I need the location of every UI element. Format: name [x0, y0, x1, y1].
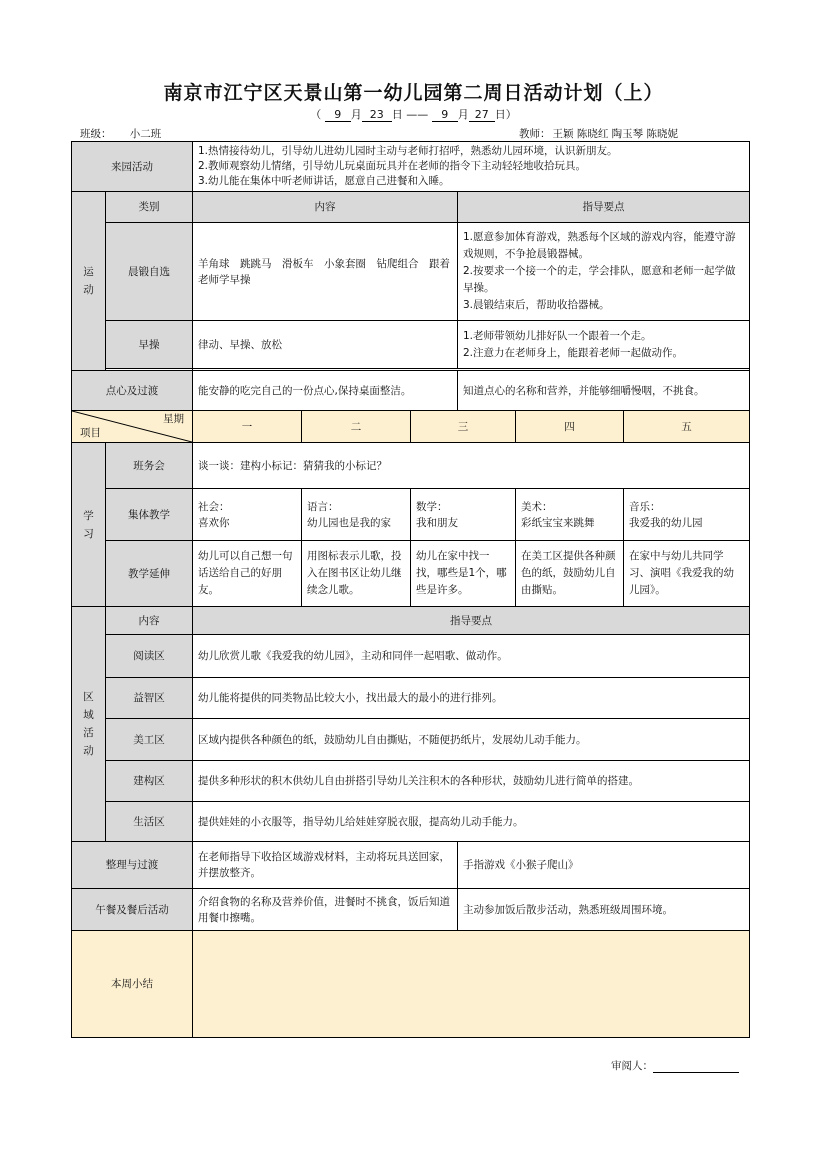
week-header-row	[72, 411, 750, 443]
class-info	[80, 126, 180, 142]
area-row	[72, 635, 750, 678]
tidy-label: 整理与过渡	[72, 842, 193, 889]
teacher-label: 教师：	[519, 128, 551, 140]
end-month: 9	[432, 108, 458, 122]
morning-guide-item: 3.晨锻结束后，帮助收拾器械。	[463, 299, 610, 311]
reviewer	[611, 1058, 739, 1073]
teacher-info	[519, 126, 680, 142]
morning-guide-item: 2.按要求一个接一个的走，学会排队，愿意和老师一起学做早操。	[463, 265, 736, 294]
lunch-content: 介绍食物的名称及营养价值，进餐时不挑食，饭后知道用餐巾擦嘴。	[193, 889, 458, 931]
tidy-content: 在老师指导下收拾区域游戏材料，主动将玩具送回家，并摆放整齐。	[193, 842, 458, 889]
area-col-guide: 指导要点	[193, 607, 750, 635]
summary-content	[193, 931, 750, 1038]
extension-cell: 用图标表示儿歌，投入在图书区让幼儿继续念儿歌。	[302, 541, 411, 607]
reviewer-signature-line	[653, 1060, 739, 1073]
area-row	[72, 719, 750, 761]
morning-content: 羊角球 跳跳马 滑板车 小象套圈 钻爬组合 跟着老师学早操	[193, 223, 458, 321]
lunch-guide: 主动参加饭后散步活动，熟悉班级周围环境。	[458, 889, 750, 931]
area-text: 提供娃娃的小衣服等，指导幼儿给娃娃穿脱衣服，提高幼儿动手能力。	[193, 802, 750, 842]
item-label: 项目	[80, 427, 101, 439]
arrival-content	[193, 142, 750, 192]
extension-cell: 在家中与幼儿共同学习、演唱《我爱我的幼儿园》。	[624, 541, 750, 607]
teacher-value: 王颖 陈晓红 陶玉琴 陈晓妮	[552, 128, 679, 140]
extension-cell: 幼儿可以自己想一句话送给自己的好朋友。	[193, 541, 302, 607]
extension-cell: 在美工区提供各种颜色的纸，鼓励幼儿自由撕贴。	[516, 541, 624, 607]
class-meeting-content: 谈一谈：建构小标记：猜猜我的小标记？	[193, 443, 750, 489]
date-close: ）	[505, 108, 517, 121]
group-teaching-row	[72, 489, 750, 541]
area-text: 区域内提供各种颜色的纸，鼓励幼儿自由撕贴，不随便扔纸片，发展幼儿动手能力。	[193, 719, 750, 761]
date-range	[0, 106, 827, 122]
day-header: 五	[624, 411, 750, 443]
sport-col-guide: 指导要点	[458, 192, 750, 223]
area-name: 美工区	[106, 719, 193, 761]
arrival-item: 2.教师观察幼儿情绪，引导幼儿玩桌面玩具并在老师的指令下主动轻轻地收拾玩具。	[198, 160, 587, 172]
area-header-row	[72, 607, 750, 635]
class-meeting-label: 班务会	[106, 443, 193, 489]
day-header: 一	[193, 411, 302, 443]
arrival-item: 1.热情接待幼儿，引导幼儿进幼儿园时主动与老师打招呼，熟悉幼儿园环境，认识新朋友。	[198, 145, 618, 157]
end-day-unit: 日	[494, 108, 506, 121]
morning-label: 晨锻自选	[106, 223, 193, 321]
arrival-row	[72, 142, 750, 192]
class-label: 班级：	[80, 128, 112, 140]
tidy-row	[72, 842, 750, 889]
morning-row	[72, 223, 750, 321]
start-month: 9	[325, 108, 351, 122]
reviewer-label: 审阅人：	[611, 1060, 653, 1072]
area-name: 益智区	[106, 678, 193, 719]
area-row	[72, 678, 750, 719]
snack-content: 能安静的吃完自己的一份点心,保持桌面整洁。	[193, 371, 458, 411]
end-day: 27	[469, 108, 495, 122]
end-month-unit: 月	[457, 108, 469, 121]
sport-header-row	[72, 192, 750, 223]
class-value: 小二班	[112, 126, 180, 142]
date-open: （	[310, 108, 322, 121]
day-header: 二	[302, 411, 411, 443]
group-teaching-label: 集体教学	[106, 489, 193, 541]
lunch-label: 午餐及餐后活动	[72, 889, 193, 931]
exercise-guide-item: 2.注意力在老师身上，能跟着老师一起做动作。	[463, 346, 684, 359]
page-title: 南京市江宁区天景山第一幼儿园第二周日活动计划（上）	[163, 82, 664, 104]
area-label: 区域活动	[72, 607, 106, 842]
class-meeting-row	[72, 443, 750, 489]
day-header: 四	[516, 411, 624, 443]
sport-col-type: 类别	[106, 192, 193, 223]
summary-label: 本周小结	[72, 931, 193, 1038]
tidy-guide: 手指游戏《小猴子爬山》	[458, 842, 750, 889]
area-text: 提供多种形状的积木供幼儿自由拼搭引导幼儿关注积木的各种形状，鼓励幼儿进行简单的搭建。	[193, 761, 750, 802]
start-day: 23	[362, 108, 392, 122]
extension-row	[72, 541, 750, 607]
start-month-unit: 月	[350, 108, 362, 121]
start-day-unit: 日	[391, 108, 403, 121]
exercise-row	[72, 321, 750, 369]
arrival-item: 3.幼儿能在集体中听老师讲话，愿意自己进餐和入睡。	[198, 175, 450, 187]
area-row	[72, 802, 750, 842]
area-row	[72, 761, 750, 802]
snack-label: 点心及过渡	[72, 371, 193, 411]
snack-guide: 知道点心的名称和营养，并能够细嚼慢咽，不挑食。	[458, 371, 750, 411]
morning-guide-item: 1.愿意参加体育游戏，熟悉每个区域的游戏内容，能遵守游戏规则，不争抢晨锻器械。	[463, 231, 736, 260]
area-col-content: 内容	[106, 607, 193, 635]
arrival-label: 来园活动	[72, 142, 193, 192]
exercise-content: 律动、早操、放松	[193, 321, 458, 369]
group-cell: 美术： 彩纸宝宝来跳舞	[516, 489, 624, 541]
summary-row	[72, 931, 750, 1038]
area-text: 幼儿欣赏儿歌《我爱我的幼儿园》，主动和同伴一起唱歌、做动作。	[193, 635, 750, 678]
area-text: 幼儿能将提供的同类物品比较大小，找出最大的最小的进行排列。	[193, 678, 750, 719]
activity-plan-table	[71, 141, 750, 1038]
exercise-guide	[458, 321, 750, 369]
exercise-label: 早操	[106, 321, 193, 369]
exercise-guide-item: 1.老师带领幼儿排好队一个跟着一个走。	[463, 329, 652, 342]
sport-col-content: 内容	[193, 192, 458, 223]
extension-label: 教学延伸	[106, 541, 193, 607]
extension-cell: 幼儿在家中找一找，哪些是1个，哪些是许多。	[411, 541, 516, 607]
date-dash: ——	[406, 108, 429, 121]
week-item-header	[72, 411, 193, 443]
area-name: 生活区	[106, 802, 193, 842]
weekday-label: 星期	[163, 413, 184, 425]
group-cell: 社会： 喜欢你	[193, 489, 302, 541]
study-label: 学习	[72, 443, 106, 607]
sport-label: 运动	[72, 192, 106, 371]
day-header: 三	[411, 411, 516, 443]
area-name: 阅读区	[106, 635, 193, 678]
morning-guide	[458, 223, 750, 321]
group-cell: 语言： 幼儿园也是我的家	[302, 489, 411, 541]
group-cell: 数学： 我和朋友	[411, 489, 516, 541]
area-name: 建构区	[106, 761, 193, 802]
lunch-row	[72, 889, 750, 931]
snack-row	[72, 371, 750, 411]
group-cell: 音乐： 我爱我的幼儿园	[624, 489, 750, 541]
